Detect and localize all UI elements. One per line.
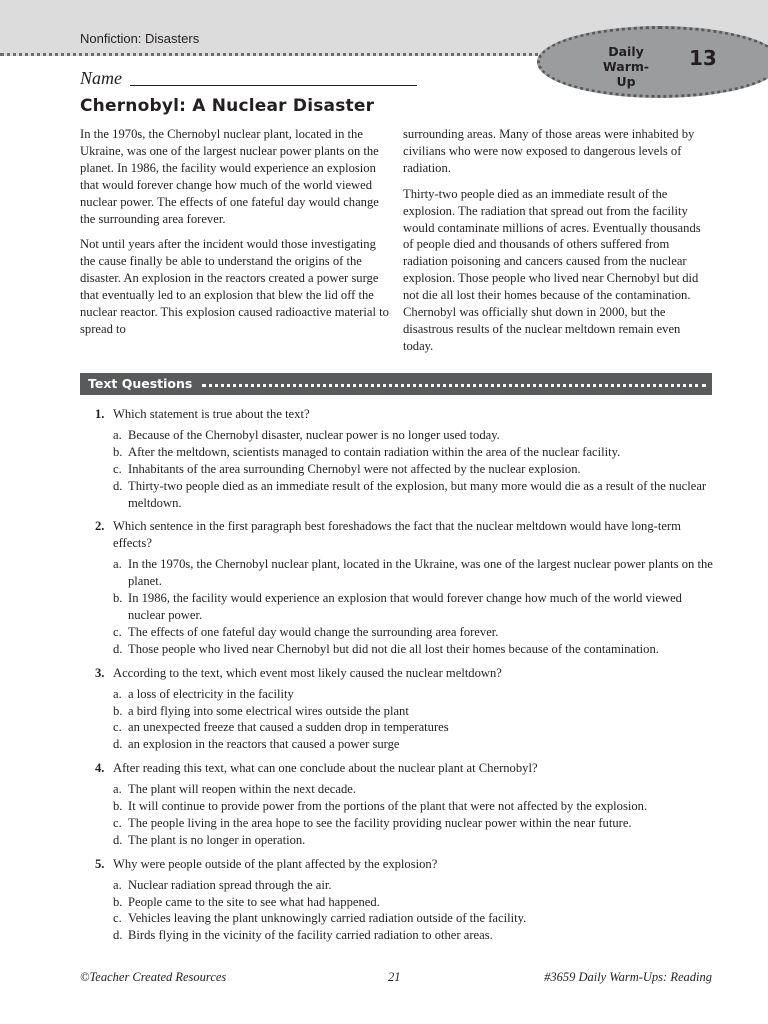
answer-option bbox=[113, 736, 715, 753]
answer-letter: b. bbox=[113, 799, 123, 814]
answer-text: In 1986, the facility would experience an explosion that would forever change how much of the world viewed nuclear power. bbox=[128, 591, 682, 622]
passage-paragraph: surrounding areas. Many of those areas were inhabited by civilians who were now exposed to dangerous levels of radiation. bbox=[403, 127, 695, 175]
answer-text: It will continue to provide power from the portions of the plant that were not affected by the explosion. bbox=[128, 799, 648, 814]
question-4 bbox=[95, 760, 715, 849]
answer-letter: d. bbox=[113, 832, 123, 847]
answer-text: Nuclear radiation spread through the air. bbox=[128, 877, 332, 892]
answer-letter: c. bbox=[113, 461, 122, 476]
answer-text: The plant is no longer in operation. bbox=[128, 832, 306, 847]
question-number: 2. bbox=[95, 519, 105, 534]
question-text: According to the text, which event most likely caused the nuclear meltdown? bbox=[113, 665, 502, 680]
footer-copyright: ©Teacher Created Resources bbox=[80, 970, 227, 984]
answer-option bbox=[113, 624, 715, 641]
answer-letter: d. bbox=[113, 737, 123, 752]
answer-letter: a. bbox=[113, 877, 122, 892]
question-stem bbox=[95, 406, 715, 423]
answer-text: Vehicles leaving the plant unknowingly carried radiation outside of the facility. bbox=[128, 911, 527, 926]
questions-heading-dots bbox=[202, 384, 706, 387]
question-text: Why were people outside of the plant affected by the explosion? bbox=[113, 856, 438, 871]
answer-option bbox=[113, 478, 715, 512]
answer-text: The plant will reopen within the next decade. bbox=[128, 782, 357, 797]
questions-heading-bar bbox=[80, 373, 712, 395]
answer-letter: d. bbox=[113, 478, 123, 493]
answer-option bbox=[113, 832, 715, 849]
passage-paragraph: Thirty-two people died as an immediate result of the explosion. The radiation that spread out from the facility would contaminate millions of acres. Eventually thousands of people died and thousands of others suffered from radiation poisoning and cancers caused from the nuclear explosion. Those people who lived near Chernobyl but did not die all lost their homes because of the contamination. Chernobyl was officially shut down in 2000, but the disastrous results of the nuclear meltdown remain even today. bbox=[403, 186, 701, 353]
answer-text: Birds flying in the vicinity of the facility carried radiation to other areas. bbox=[128, 928, 493, 943]
answer-option bbox=[113, 894, 715, 911]
badge-line-warm-up: Warm-Up bbox=[602, 59, 650, 89]
badge-label bbox=[598, 44, 654, 89]
answer-text: Because of the Chernobyl disaster, nuclear power is no longer used today. bbox=[128, 427, 500, 442]
answer-text: Those people who lived near Chernobyl but did not die all lost their homes because of the contamination. bbox=[128, 641, 659, 656]
answer-letter: a. bbox=[113, 557, 122, 572]
question-stem bbox=[95, 760, 715, 777]
answer-text: an explosion in the reactors that caused a power surge bbox=[128, 737, 400, 752]
answer-option bbox=[113, 927, 715, 944]
badge-number: 13 bbox=[689, 46, 717, 70]
footer-page-number: 21 bbox=[388, 970, 401, 984]
answer-text: Thirty-two people died as an immediate result of the explosion, but many more would die as a result of the nuclear meltdown. bbox=[128, 478, 707, 510]
answer-option bbox=[113, 798, 715, 815]
answer-text: a bird flying into some electrical wires outside the plant bbox=[128, 703, 409, 718]
answer-text: a loss of electricity in the facility bbox=[128, 686, 294, 701]
answer-text: In the 1970s, the Chernobyl nuclear plant, located in the Ukraine, was one of the largest nuclear power plants on the planet. bbox=[128, 557, 713, 589]
answer-option bbox=[113, 719, 715, 736]
question-stem bbox=[95, 856, 715, 873]
answer-option bbox=[113, 703, 715, 720]
answer-options bbox=[113, 427, 715, 512]
answer-option bbox=[113, 427, 715, 444]
passage-paragraph: Not until years after the incident would those investigating the cause finally be able to understand the origins of the disaster. An explosion in the reactors created a power surge that eventually led to an explosion that blew the lid off the nuclear reactor. This explosion caused radioactive material to spread to bbox=[80, 237, 389, 336]
footer-book-title: #3659 Daily Warm-Ups: Reading bbox=[544, 970, 712, 984]
question-stem bbox=[95, 518, 715, 552]
answer-option bbox=[113, 641, 715, 658]
answer-text: People came to the site to see what had happened. bbox=[128, 894, 380, 909]
answer-option bbox=[113, 815, 715, 832]
answer-option bbox=[113, 877, 715, 894]
questions-list bbox=[95, 406, 715, 951]
question-text: Which sentence in the first paragraph best foreshadows the fact that the nuclear meltdown would have long-term effects? bbox=[113, 519, 681, 551]
question-number: 5. bbox=[95, 856, 105, 871]
question-number: 4. bbox=[95, 761, 105, 776]
page-title: Chernobyl: A Nuclear Disaster bbox=[80, 96, 375, 116]
passage-right-column bbox=[403, 126, 713, 364]
questions-heading: Text Questions bbox=[88, 376, 193, 391]
answer-letter: b. bbox=[113, 591, 123, 606]
answer-text: an unexpected freeze that caused a sudden drop in temperatures bbox=[128, 720, 449, 735]
answer-letter: a. bbox=[113, 686, 122, 701]
answer-letter: d. bbox=[113, 641, 123, 656]
question-number: 3. bbox=[95, 665, 105, 680]
answer-text: The people living in the area hope to see the facility providing nuclear power within the near future. bbox=[128, 815, 632, 830]
question-5 bbox=[95, 856, 715, 945]
question-2 bbox=[95, 518, 715, 657]
answer-option bbox=[113, 444, 715, 461]
question-text: Which statement is true about the text? bbox=[113, 407, 310, 421]
answer-letter: c. bbox=[113, 624, 122, 639]
answer-letter: b. bbox=[113, 444, 123, 459]
name-label: Name bbox=[80, 68, 122, 88]
badge-line-daily: Daily bbox=[608, 44, 644, 59]
answer-options bbox=[113, 781, 715, 849]
answer-letter: a. bbox=[113, 782, 122, 797]
answer-text: After the meltdown, scientists managed to contain radiation within the area of the nuclear facility. bbox=[128, 444, 621, 459]
answer-letter: b. bbox=[113, 894, 123, 909]
answer-letter: c. bbox=[113, 720, 122, 735]
answer-letter: c. bbox=[113, 911, 122, 926]
answer-letter: d. bbox=[113, 928, 123, 943]
question-1 bbox=[95, 406, 715, 511]
name-line bbox=[130, 85, 417, 86]
answer-option bbox=[113, 590, 715, 624]
answer-letter: b. bbox=[113, 703, 123, 718]
answer-options bbox=[113, 877, 715, 945]
question-number: 1. bbox=[95, 407, 105, 421]
passage-left-column bbox=[80, 126, 390, 347]
question-text: After reading this text, what can one conclude about the nuclear plant at Chernobyl? bbox=[113, 761, 538, 776]
answer-options bbox=[113, 556, 715, 657]
series-label: Nonfiction: Disasters bbox=[80, 31, 200, 46]
answer-options bbox=[113, 686, 715, 754]
answer-option bbox=[113, 910, 715, 927]
passage-paragraph: In the 1970s, the Chernobyl nuclear plant, located in the Ukraine, was one of the largest nuclear power plants on the planet. In 1986, the facility would experience an explosion that would forever change how much of the world viewed nuclear power. The effects of one fateful day would change the surrounding area forever. bbox=[80, 127, 379, 226]
answer-option bbox=[113, 461, 715, 478]
answer-text: Inhabitants of the area surrounding Chernobyl were not affected by the nuclear explosion. bbox=[128, 461, 581, 476]
answer-letter: a. bbox=[113, 427, 122, 442]
answer-option bbox=[113, 781, 715, 798]
answer-letter: c. bbox=[113, 815, 122, 830]
question-stem bbox=[95, 665, 715, 682]
answer-text: The effects of one fateful day would change the surrounding area forever. bbox=[128, 624, 499, 639]
answer-option bbox=[113, 556, 715, 590]
answer-option bbox=[113, 686, 715, 703]
question-3 bbox=[95, 665, 715, 754]
